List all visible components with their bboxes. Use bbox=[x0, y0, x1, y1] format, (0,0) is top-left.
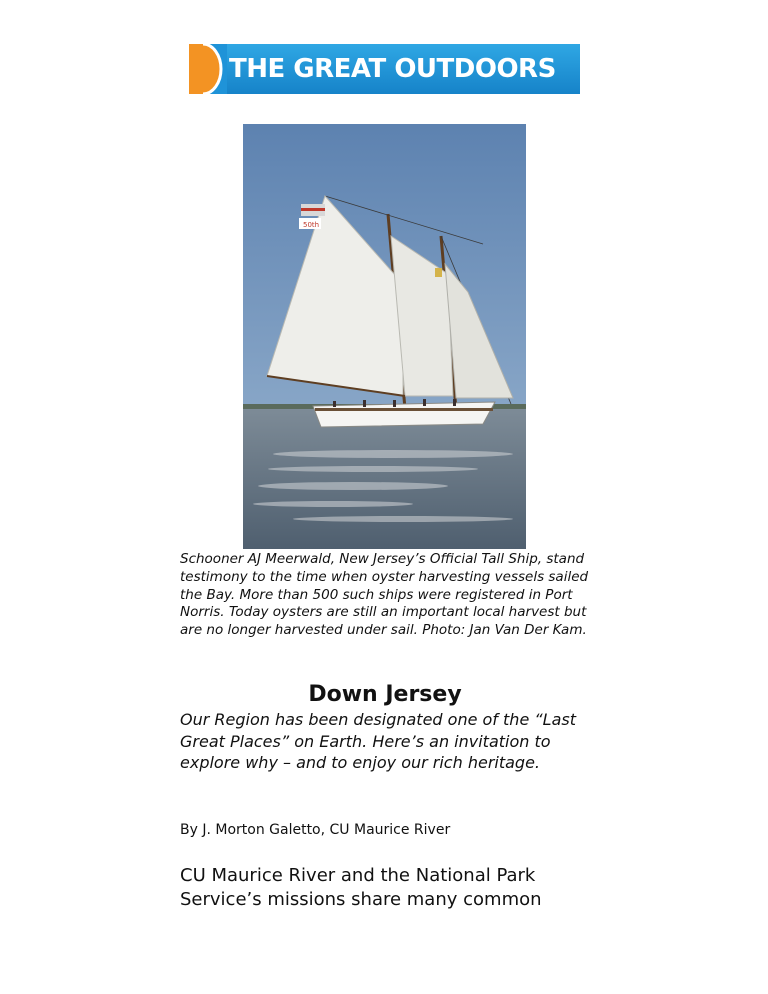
photo-caption: Schooner AJ Meerwald, New Jersey’s Official Tall Ship, stand testimony to the time when oyster harvesting vessels sailed the Bay. More than 500 such ships were registered in Port Norris. Today oysters are still an important local harvest but are no longer harvested under sail. Photo: Jan Van Der Kam. bbox=[180, 551, 589, 639]
banner-title: THE GREAT OUTDOORS bbox=[227, 44, 580, 94]
banner-accent-icon bbox=[189, 44, 227, 94]
flag-label: 50th bbox=[303, 221, 320, 229]
article-body: CU Maurice River and the National Park Service’s missions share many common bbox=[180, 865, 542, 910]
schooner-photo bbox=[243, 124, 526, 549]
section-banner bbox=[189, 44, 580, 94]
article-byline: By J. Morton Galetto, CU Maurice River bbox=[180, 822, 451, 838]
article-title: Down Jersey bbox=[308, 682, 462, 707]
article-subtitle: Our Region has been designated one of the “Last Great Places” on Earth. Here’s an invitation to explore why – and to enjoy our rich heritage. bbox=[180, 710, 576, 772]
